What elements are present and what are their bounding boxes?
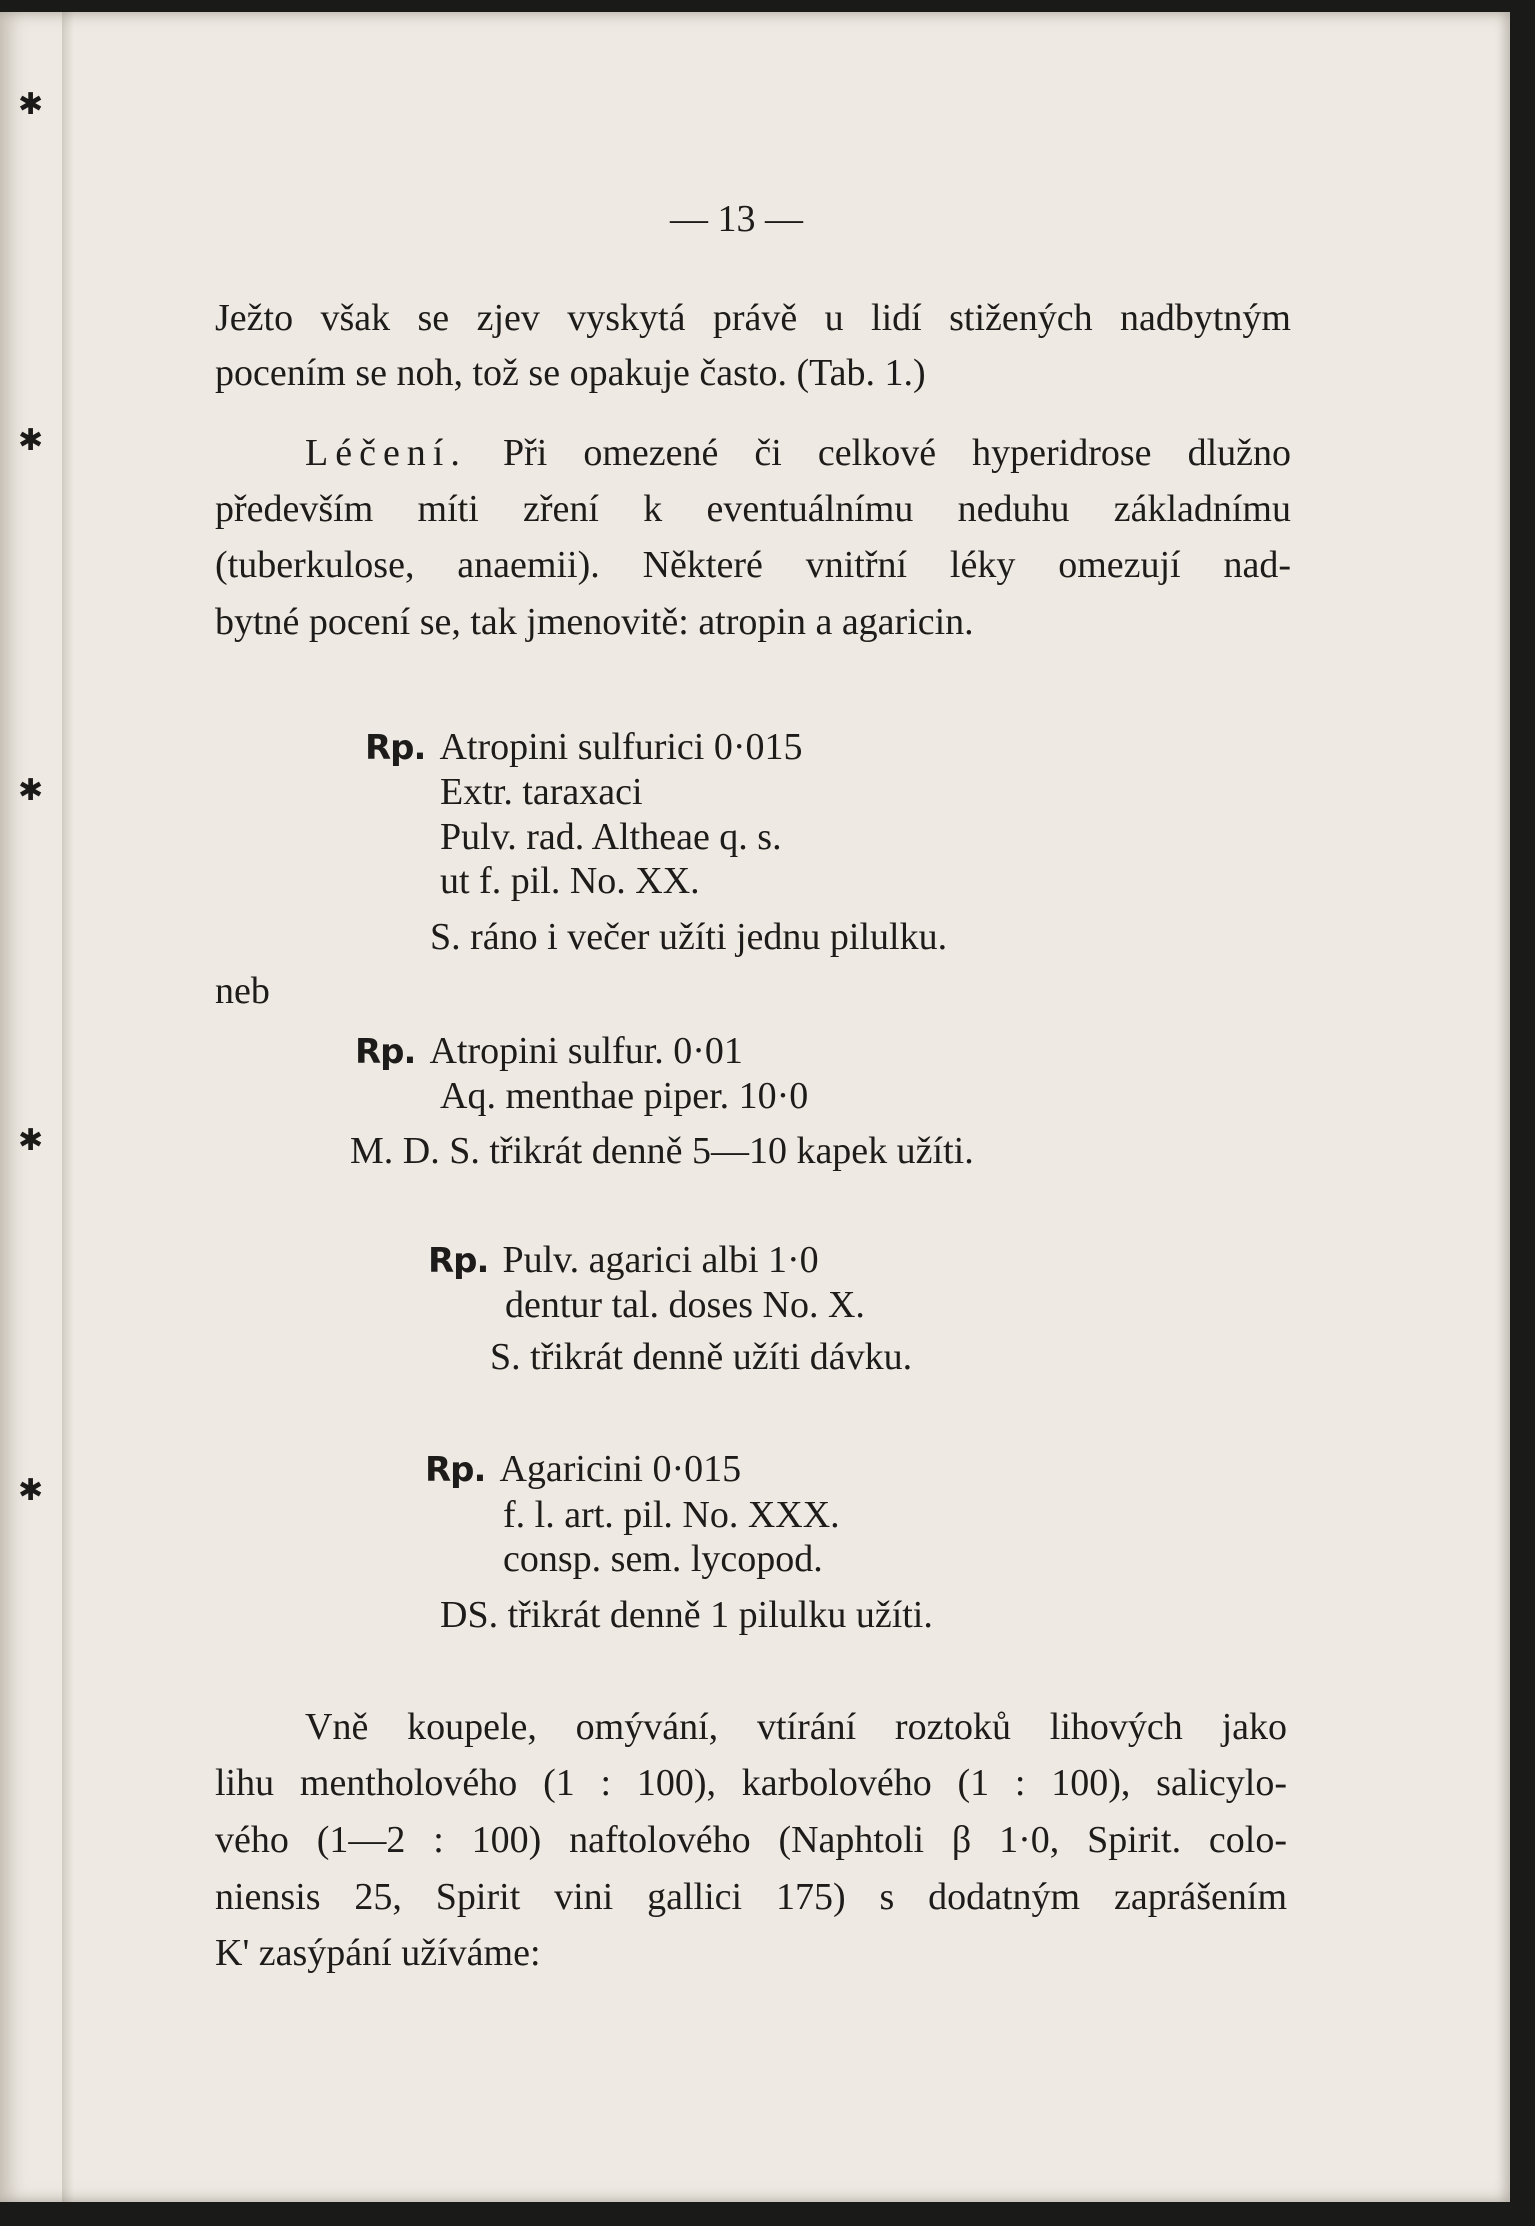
- recipe-line: Aq. menthae piper. 10·0: [440, 1075, 809, 1117]
- paragraph-line: (tuberkulose, anaemii). Některé vnitřní léky omezují nad-: [215, 544, 1291, 586]
- recipe-line: Rp. Agaricini 0·015: [425, 1448, 742, 1490]
- page-number: — 13 —: [670, 198, 803, 240]
- recipe-line: Extr. taraxaci: [440, 771, 643, 813]
- recipe-line: Rp. Atropini sulfur. 0·01: [355, 1030, 743, 1072]
- recipe-line: Rp. Atropini sulfurici 0·015: [365, 726, 803, 768]
- paragraph-line: lihu mentholového (1 : 100), karbolového (1 : 100), salicylo-: [215, 1762, 1287, 1804]
- binding-thread-mark: ✱: [18, 773, 44, 808]
- recipe-line: Pulv. rad. Altheae q. s.: [440, 816, 782, 858]
- recipe-line: ut f. pil. No. XX.: [440, 860, 700, 902]
- recipe-line: consp. sem. lycopod.: [503, 1538, 823, 1580]
- recipe-line: DS. třikrát denně 1 pilulku užíti.: [440, 1594, 933, 1636]
- paragraph-line: Léčení. Při omezené či celkové hyperidrose dlužno: [305, 432, 1291, 474]
- binding-thread-mark: ✱: [18, 1473, 44, 1508]
- book-page: [0, 12, 1510, 2202]
- paragraph-line: pocením se noh, tož se opakuje často. (Tab. 1.): [215, 352, 926, 394]
- rp-label: Rp.: [428, 1241, 489, 1281]
- paragraph-line: především míti zření k eventuálnímu neduhu základnímu: [215, 488, 1291, 530]
- conjunction-neb: neb: [215, 970, 270, 1012]
- paragraph-line: Ježto však se zjev vyskytá právě u lidí stižených nadbytným: [215, 297, 1291, 339]
- binding-thread-mark: ✱: [18, 1123, 44, 1158]
- binding-thread-mark: ✱: [18, 87, 44, 122]
- recipe-line: f. l. art. pil. No. XXX.: [503, 1494, 840, 1536]
- binding-thread-mark: ✱: [18, 423, 44, 458]
- binding-gutter: [62, 12, 74, 2202]
- recipe-line: Rp. Pulv. agarici albi 1·0: [428, 1239, 819, 1281]
- paragraph-line: niensis 25, Spirit vini gallici 175) s dodatným zaprášením: [215, 1876, 1287, 1918]
- paragraph-line: K' zasýpání užíváme:: [215, 1932, 541, 1974]
- rp-label: Rp.: [355, 1032, 416, 1072]
- recipe-line: M. D. S. třikrát denně 5—10 kapek užíti.: [350, 1130, 974, 1172]
- paragraph-line: bytné pocení se, tak jmenovitě: atropin a agaricin.: [215, 601, 974, 643]
- recipe-line: S. ráno i večer užíti jednu pilulku.: [430, 916, 948, 958]
- paragraph-line: Vně koupele, omývání, vtírání roztoků lihových jako: [305, 1706, 1287, 1748]
- recipe-line: dentur tal. doses No. X.: [505, 1284, 865, 1326]
- rp-label: Rp.: [365, 728, 426, 768]
- paragraph-line: vého (1—2 : 100) naftolového (Naphtoli β 1·0, Spirit. colo-: [215, 1819, 1287, 1861]
- section-heading: Léčení.: [305, 432, 467, 474]
- rp-label: Rp.: [425, 1450, 486, 1490]
- recipe-line: S. třikrát denně užíti dávku.: [490, 1336, 913, 1378]
